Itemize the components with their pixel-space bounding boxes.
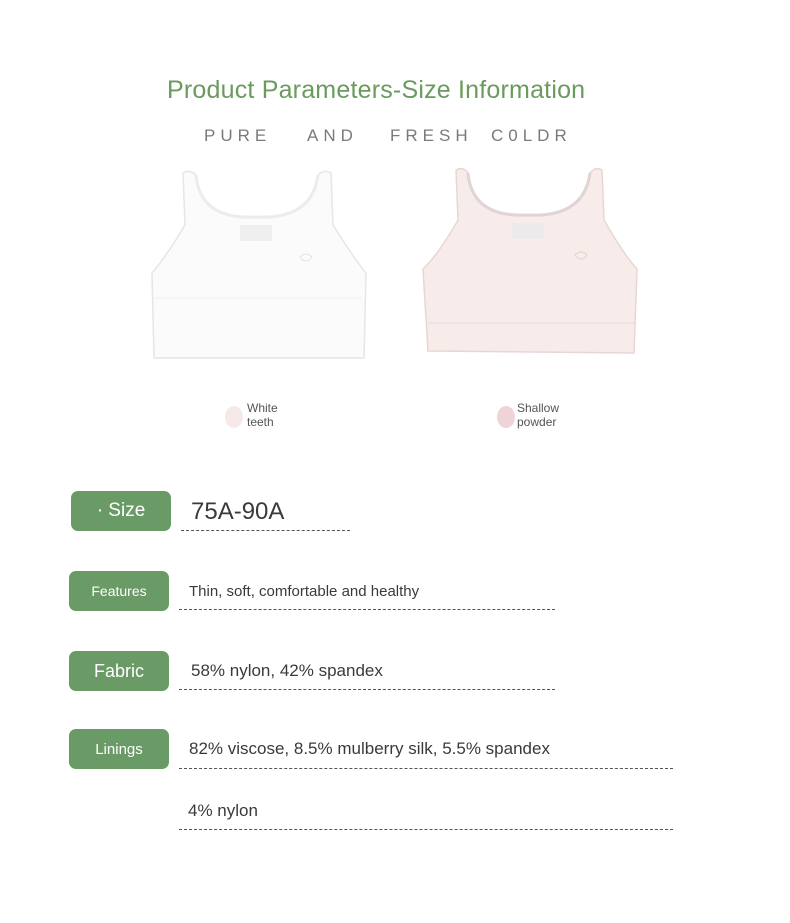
- color-name-white: [247, 401, 278, 429]
- fabric-divider: [179, 689, 555, 690]
- color-swatch-pink[interactable]: [497, 406, 515, 428]
- subtitle-word-pure: PURE: [204, 126, 272, 145]
- product-image-white-bra: [148, 165, 368, 365]
- color-name-pink-line2: powder: [517, 415, 557, 429]
- color-name-white-line2: teeth: [247, 415, 274, 429]
- linings-value-line1: 82% viscose, 8.5% mulberry silk, 5.5% spandex: [189, 739, 550, 758]
- product-image-pink-bra: [420, 165, 640, 365]
- features-divider: [179, 609, 555, 610]
- linings-divider-1: [179, 768, 673, 769]
- linings-divider-2: [179, 829, 673, 830]
- size-label-tag: · Size: [71, 491, 171, 531]
- size-divider: [181, 530, 350, 531]
- linings-value-line2: 4% nylon: [188, 801, 258, 820]
- page-title: Product Parameters-Size Information: [167, 76, 586, 104]
- color-name-white-line1: White: [247, 401, 278, 415]
- color-name-pink: [517, 401, 559, 429]
- color-swatch-white[interactable]: [225, 406, 243, 428]
- size-value: 75A-90A: [191, 498, 285, 525]
- subtitle-word-and: AND: [307, 126, 358, 145]
- features-value: Thin, soft, comfortable and healthy: [189, 583, 420, 600]
- fabric-value: 58% nylon, 42% spandex: [191, 661, 383, 680]
- color-name-pink-line1: Shallow: [517, 401, 560, 415]
- linings-label-tag: Linings: [69, 729, 169, 769]
- subtitle-word-fresh: FRESH: [390, 126, 473, 145]
- fabric-label-tag: Fabric: [69, 651, 169, 691]
- subtitle-word-coldr: C0LDR: [491, 126, 572, 145]
- features-label-tag: Features: [69, 571, 169, 611]
